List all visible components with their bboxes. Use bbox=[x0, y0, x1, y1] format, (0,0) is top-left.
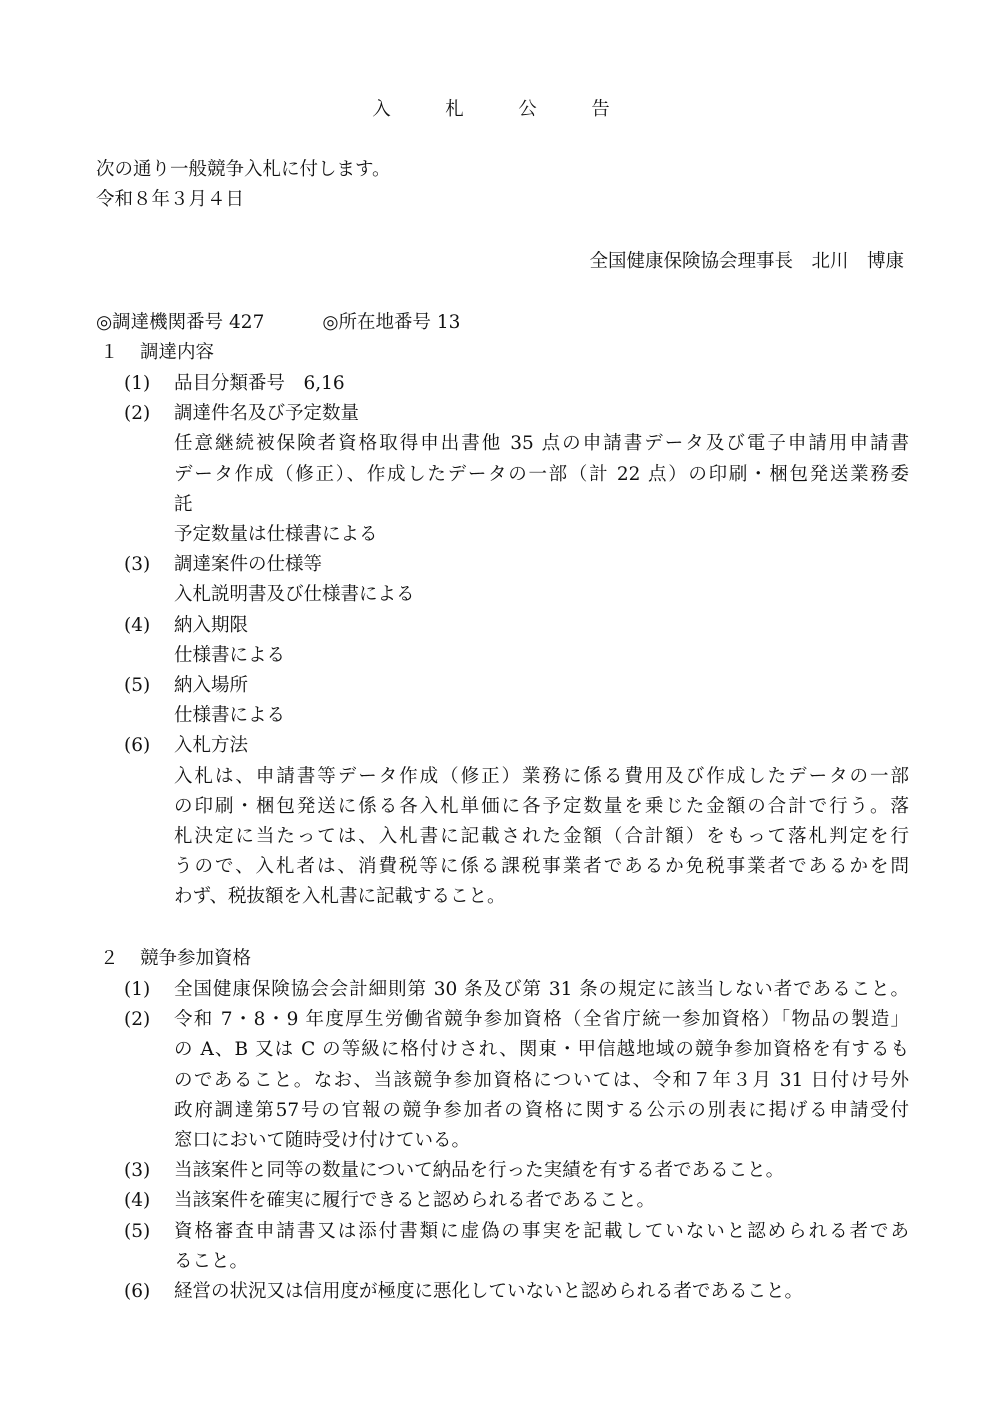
section-1-heading bbox=[96, 338, 214, 368]
section1-item-3-line-2: 入札説明書及び仕様書による bbox=[174, 584, 415, 606]
location-code: ◎所在地番号 13 bbox=[322, 312, 461, 333]
section1-item-6-line-6: わず、税抜額を入札書に記載すること。 bbox=[174, 886, 506, 908]
section1-item-1-line-1: 品目分類番号 6,16 bbox=[174, 373, 345, 394]
section2-item-3-text bbox=[174, 1156, 909, 1186]
section2-item-2-line-3: のであること。なお、当該競争参加資格については、令和７年３月 31 日付け号外 bbox=[174, 1069, 909, 1091]
section1-item-3-text bbox=[174, 550, 909, 610]
section1-item-2-line-1: 調達件名及び予定数量 bbox=[174, 403, 360, 425]
section2-item-3-line-1: 当該案件と同等の数量について納品を行った実績を有する者であること。 bbox=[174, 1160, 785, 1182]
section2-item-1-text bbox=[174, 975, 909, 1005]
section-2-number: ２ bbox=[100, 948, 119, 969]
section1-item-6-line-3: の印刷・梱包発送に係る各入札単価に各予定数量を乗じた金額の合計で行う。落 bbox=[174, 795, 909, 817]
section1-item-6-line-1: 入札方法 bbox=[174, 735, 249, 757]
section1-item-2-line-2: 任意継続被保険者資格取得申出書他 35 点の申請書データ及び電子申請用申請書 bbox=[174, 433, 909, 455]
section1-item-5-line-2: 仕様書による bbox=[174, 705, 286, 727]
section-1-number: １ bbox=[100, 342, 119, 363]
section1-item-6-number: (6) bbox=[124, 735, 151, 757]
section1-item-4-text bbox=[174, 611, 909, 671]
section1-item-2-line-4: 託 bbox=[174, 493, 193, 515]
section1-item-6-line-5: うので、入札者は、消費税等に係る課税事業者であるか免税事業者であるかを問 bbox=[174, 856, 909, 878]
section2-item-4-number: (4) bbox=[124, 1190, 151, 1212]
code-line bbox=[96, 308, 460, 338]
section1-item-6-text bbox=[174, 731, 909, 912]
section1-item-2-line-3: データ作成（修正）、作成したデータの一部（計 22 点）の印刷・梱包発送業務委 bbox=[174, 463, 909, 485]
section1-item-2-line-5: 予定数量は仕様書による bbox=[174, 524, 378, 545]
section2-item-2-line-2: の A、B 又は C の等級に格付けされ、関東・甲信越地域の競争参加資格を有するも bbox=[174, 1039, 909, 1061]
section1-item-5-line-1: 納入場所 bbox=[174, 675, 249, 696]
section2-item-6-number: (6) bbox=[124, 1281, 151, 1302]
section-2-heading bbox=[96, 944, 251, 974]
section2-item-4-text bbox=[174, 1186, 909, 1216]
section1-item-1-number: (1) bbox=[124, 373, 151, 394]
section1-item-3-number: (3) bbox=[124, 554, 151, 576]
section2-item-3-number: (3) bbox=[124, 1160, 151, 1182]
section1-item-1-text bbox=[174, 369, 909, 399]
section1-item-4-line-2: 仕様書による bbox=[174, 644, 286, 666]
section2-item-1-number: (1) bbox=[124, 979, 151, 1000]
section1-item-5-text bbox=[174, 671, 909, 731]
section1-item-2-number: (2) bbox=[124, 403, 151, 425]
section-1-title: 調達内容 bbox=[140, 342, 215, 363]
intro-text: 次の通り一般競争入札に付します。 bbox=[96, 159, 391, 180]
section1-item-6-line-4: 札決定に当たっては、入札書に記載された金額（合計額）をもって落札判定を行 bbox=[174, 826, 909, 847]
agency-code: ◎調達機関番号 427 bbox=[96, 312, 265, 333]
section1-item-2-text bbox=[174, 399, 909, 550]
section2-item-2-line-4: 政府調達第57号の官報の競争参加者の資格に関する公示の別表に掲げる申請受付 bbox=[174, 1099, 909, 1121]
section2-item-5-line-1: 資格審査申請書又は添付書類に虚偽の事実を記載していないと認められる者であ bbox=[174, 1220, 909, 1242]
section2-item-2-number: (2) bbox=[124, 1009, 151, 1031]
section2-item-2-line-5: 窓口において随時受け付けている。 bbox=[174, 1130, 471, 1151]
section2-item-1-line-1: 全国健康保険協会会計細則第 30 条及び第 31 条の規定に該当しない者であること。 bbox=[174, 979, 909, 1000]
section2-item-5-line-2: ること。 bbox=[174, 1250, 249, 1272]
section2-item-5-text bbox=[174, 1217, 909, 1277]
section-2-title: 競争参加資格 bbox=[140, 948, 252, 969]
section2-item-2-line-1: 令和 7・8・9 年度厚生労働省競争参加資格（全省庁統一参加資格）「物品の製造」 bbox=[174, 1009, 909, 1031]
section2-item-4-line-1: 当該案件を確実に履行できると認められる者であること。 bbox=[174, 1190, 656, 1212]
notice-date: 令和８年３月４日 bbox=[96, 189, 245, 210]
section2-item-6-text bbox=[174, 1277, 909, 1307]
section1-item-6-line-2: 入札は、申請書等データ作成（修正）業務に係る費用及び作成したデータの一部 bbox=[174, 765, 909, 787]
page-title: 入 札 公 告 bbox=[372, 99, 628, 120]
issuer-name: 全国健康保険協会理事長 北川 博康 bbox=[589, 251, 904, 272]
section2-item-5-number: (5) bbox=[124, 1220, 151, 1242]
section2-item-6-line-1: 経営の状況又は信用度が極度に悪化していないと認められる者であること。 bbox=[174, 1281, 804, 1302]
section2-item-2-text bbox=[174, 1005, 909, 1156]
section1-item-4-number: (4) bbox=[124, 614, 151, 636]
section1-item-4-line-1: 納入期限 bbox=[174, 614, 249, 636]
section1-item-3-line-1: 調達案件の仕様等 bbox=[174, 554, 323, 576]
section1-item-5-number: (5) bbox=[124, 675, 151, 696]
